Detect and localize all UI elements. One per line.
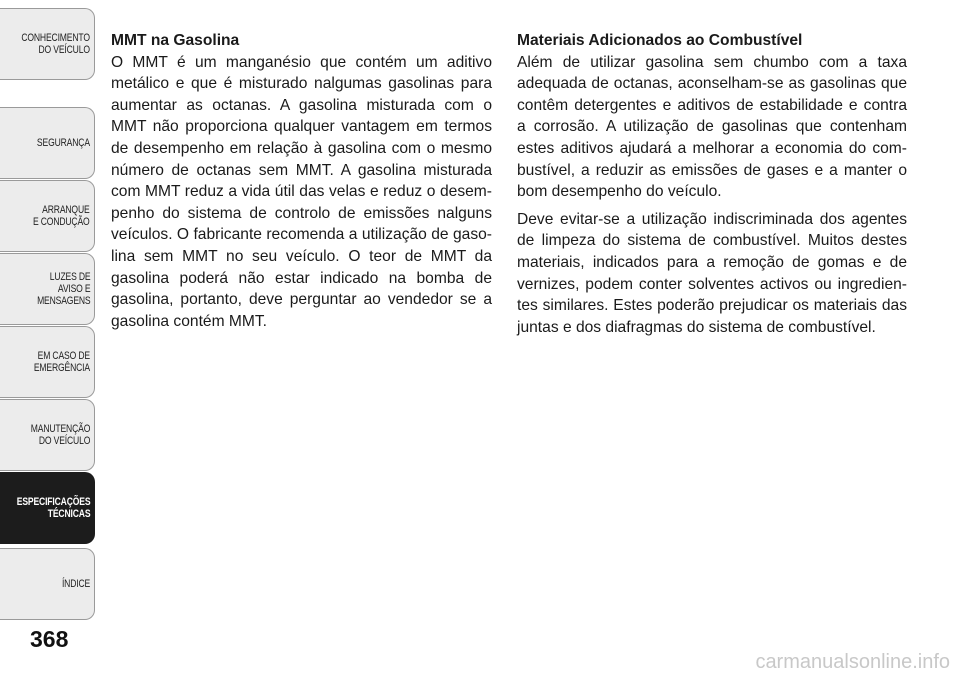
- section-heading-mmt: MMT na Gasolina: [111, 32, 240, 49]
- section-heading-additives: Materiais Adicionados ao Combustível: [517, 32, 803, 49]
- tab-seguranca[interactable]: [0, 107, 95, 179]
- tab-label: LUZES DE AVISO E MENSAGENS: [36, 271, 90, 307]
- tab-label: ÍNDICE: [61, 578, 90, 590]
- right-column: [517, 30, 907, 344]
- paragraph-additives-1: Além de utilizar gasolina sem chumbo com a taxa adequada de octanas, aconselham-se as gasolinas que contêm detergentes e aditivos de estabilidade e contra a corrosão. A utilização de gasolinas que contenham estes aditivos ajudará a melhorar a economia do combustível, a reduzir as emissões de gases e a manter o bom desempenho do veículo.: [517, 53, 907, 201]
- tab-manutencao-do-veiculo[interactable]: [0, 399, 95, 471]
- tab-luzes-de-aviso[interactable]: [0, 253, 95, 325]
- left-column: [111, 30, 492, 338]
- tab-arranque-e-conducao[interactable]: [0, 180, 95, 252]
- chapter-tabs: [0, 0, 98, 630]
- tab-label: CONHECIMENTO DO VEÍCULO: [21, 32, 90, 56]
- tab-conhecimento-do-veiculo[interactable]: [0, 8, 95, 80]
- tab-label: ESPECIFICAÇÕES TÉCNICAS: [16, 496, 90, 520]
- page-number: 368: [30, 626, 69, 652]
- paragraph-additives-2: Deve evitar-se a utilização indiscriminada dos agentes de limpeza do sistema de combustível. Muitos destes materiais, indicados para a remoção de gomas e de vernizes, podem conter solventes activos ou ingredientes similares. Estes poderão prejudicar os materiais das juntas e dos diafragmas do sistema de combustível.: [517, 210, 907, 336]
- tab-label: SEGURANÇA: [37, 137, 90, 149]
- tab-label: MANUTENÇÃO DO VEÍCULO: [30, 423, 90, 447]
- tab-label: EM CASO DE EMERGÊNCIA: [33, 350, 90, 374]
- tab-label: ARRANQUE E CONDUÇÃO: [33, 204, 90, 228]
- watermark-logo: carmanualsonline.info: [755, 651, 950, 673]
- paragraph-mmt: O MMT é um manganésio que contém um aditivo metálico e que é misturado nalgumas gasolinas para aumentar as octanas. A gasolina misturada com o MMT não proporciona qualquer vantagem em termos de desempenho em relação à gasolina com o mesmo número de octanas sem MMT. A gasolina misturada com MMT reduz a vida útil das velas e reduz o desempenho do sistema de controlo de emissões nalguns veículos. O fabricante recomenda a utilização de gasolina sem MMT no seu veículo. O teor de MMT da gasolina poderá não estar indicado na bomba de gasolina, portanto, deve perguntar ao vendedor se a gasolina contém MMT.: [111, 53, 492, 330]
- tab-indice[interactable]: [0, 548, 95, 620]
- tab-especificacoes-tecnicas[interactable]: [0, 472, 95, 544]
- tab-em-caso-de-emergencia[interactable]: [0, 326, 95, 398]
